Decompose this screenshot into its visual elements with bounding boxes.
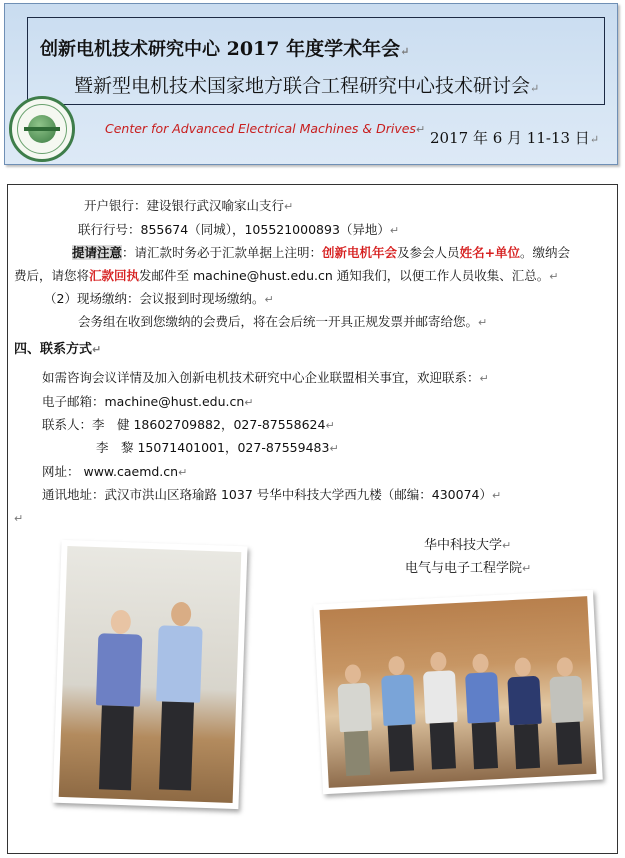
invoice-line: 会务组在收到您缴纳的会费后，将在会后统一开具正规发票并邮寄给您。↵ bbox=[78, 314, 488, 329]
contact-line-2: 李 黎 15071401001，027-87559483↵ bbox=[96, 440, 339, 455]
notice-line-2: 费后，请您将汇款回执发邮件至 machine@hust.edu.cn 通知我们，以便工作人员收集、汇总。↵ bbox=[14, 268, 559, 283]
title-box bbox=[27, 17, 605, 105]
title-center-name: 创新电机技术研究中心 bbox=[40, 39, 220, 60]
bank-code-line: 联行行号：855674（同城），105521000893（异地）↵ bbox=[78, 222, 400, 237]
school-name: 华中科技大学↵ bbox=[424, 538, 512, 553]
conference-date: 2017 年 6 月 11-13 日↵ bbox=[430, 129, 600, 147]
photo-award-presentation bbox=[52, 540, 247, 809]
header-banner bbox=[4, 3, 618, 165]
title-annual: 2017 年度学术年会 bbox=[220, 38, 401, 60]
center-logo bbox=[9, 96, 75, 162]
website-line: 网址： www.caemd.cn↵ bbox=[42, 464, 188, 479]
bank-line: 开户银行：建设银行武汉喻家山支行↵ bbox=[84, 198, 294, 213]
address-line: 通讯地址：武汉市洪山区珞瑜路 1037 号华中科技大学西九楼（邮编：430074）↵ bbox=[42, 487, 502, 502]
notice-line: 提请注意：请汇款时务必于汇款单据上注明：创新电机年会及参会人员姓名+单位。缴纳会 bbox=[72, 245, 571, 260]
conference-subtitle: 暨新型电机技术国家地方联合工程研究中心技术研讨会↵ bbox=[74, 75, 540, 97]
school-department: 电气与电子工程学院↵ bbox=[405, 561, 532, 576]
section-contact-heading: 四、联系方式↵ bbox=[14, 342, 102, 357]
center-english-name: Center for Advanced Electrical Machines & Drives↵ bbox=[105, 121, 426, 136]
onsite-payment-line: （2）现场缴纳：会议报到时现场缴纳。↵ bbox=[44, 291, 274, 306]
conference-title: 创新电机技术研究中心 2017 年度学术年会↵ bbox=[40, 38, 410, 60]
photo-group bbox=[313, 590, 603, 794]
email-line: 电子邮箱：machine@hust.edu.cn↵ bbox=[42, 394, 254, 409]
notice-label: 提请注意 bbox=[72, 245, 123, 260]
contact-line-1: 联系人：李 健 18602709882，027-87558624↵ bbox=[42, 417, 335, 432]
inquiry-line: 如需咨询会议详情及加入创新电机技术研究中心企业联盟相关事宜，欢迎联系：↵ bbox=[42, 370, 489, 385]
